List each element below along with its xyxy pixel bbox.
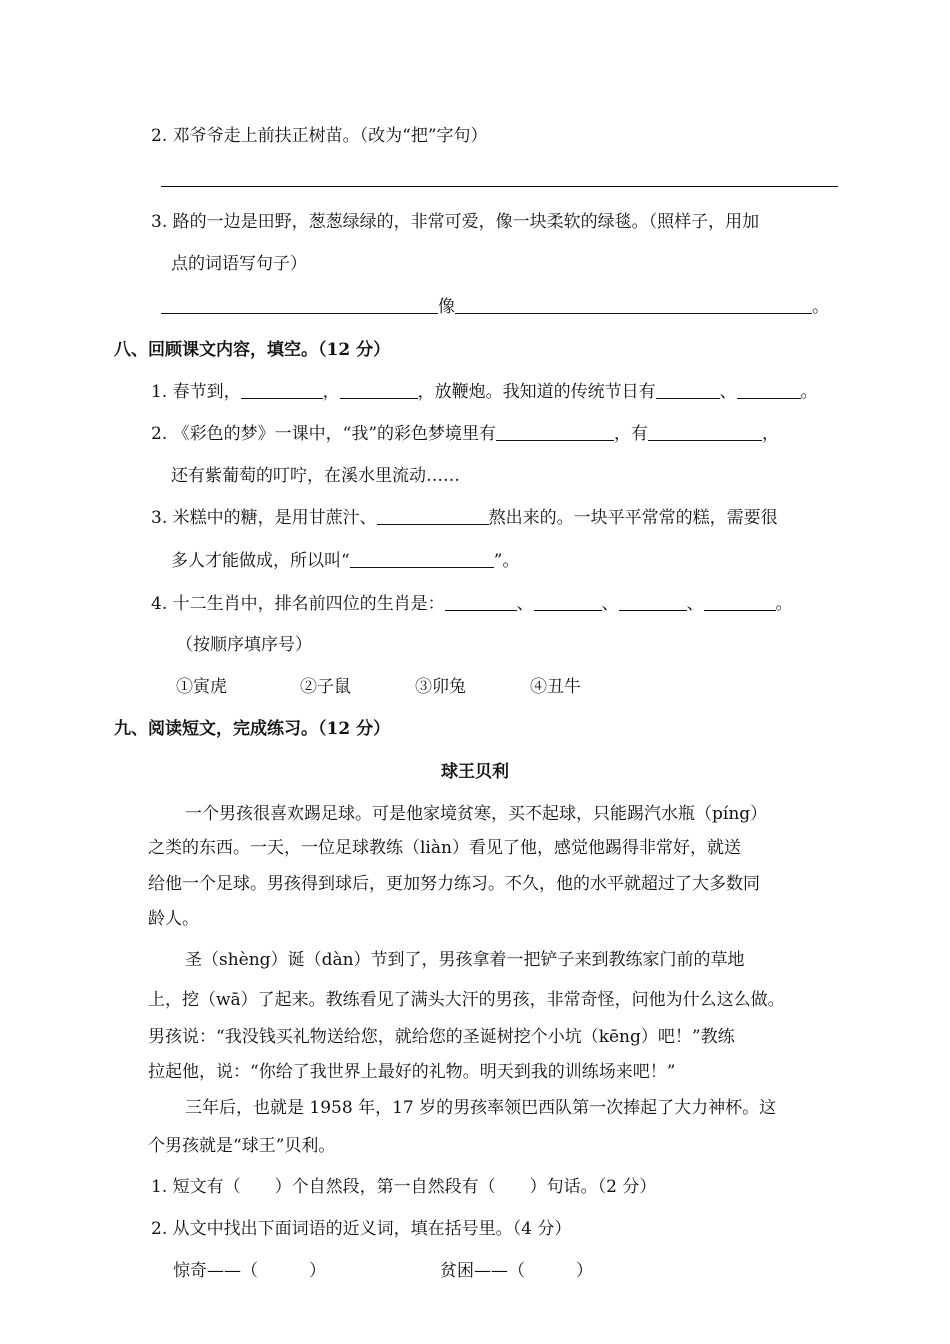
passage-line: 龄人。 (148, 909, 199, 929)
question-7-2: 2. 邓爷爷走上前扶正树苗。（改为“把”字句） (151, 126, 488, 146)
answer-blank[interactable] (350, 549, 494, 568)
option-item: ②子鼠 (300, 677, 351, 697)
xiang-word: 像 (438, 297, 455, 317)
question-8-2-cont: 还有紫葡萄的叮咛，在溪水里流动…… (171, 466, 460, 486)
passage-line: 三年后，也就是 1958 年，17 岁的男孩率领巴西队第一次捧起了大力神杯。这 (185, 1098, 777, 1118)
passage-line: 一个男孩很喜欢踢足球。可是他家境贫寒，买不起球，只能踢汽水瓶（píng） (185, 804, 768, 824)
answer-blank[interactable] (455, 295, 812, 314)
passage-line: 上，挖（wā）了起来。教练看见了满头大汗的男孩，非常奇怪，问他为什么这么做。 (148, 990, 785, 1010)
question-7-3-cont: 点的词语写句子） (171, 254, 307, 274)
question-8-4-cont: （按顺序填序号） (176, 635, 312, 655)
synonym-item[interactable]: 惊奇——（ ） (173, 1261, 326, 1281)
question-8-1: 1. 春节到， ， ，放鞭炮。我知道的传统节日有 、 。 (151, 382, 818, 402)
answer-blank[interactable] (496, 422, 614, 441)
passage-line: 男孩说：“我没钱买礼物送给您，就给您的圣诞树挖个小坑（kēng）吧！”教练 (148, 1027, 735, 1047)
passage-line: 拉起他，说：“你给了我世界上最好的礼物。明天到我的训练场来吧！” (148, 1062, 676, 1082)
answer-blank[interactable] (737, 380, 801, 399)
question-8-3-cont: 多人才能做成，所以叫“ ”。 (171, 551, 520, 571)
passage-line: 之类的东西。一天，一位足球教练（liàn）看见了他，感觉他踢得非常好，就送 (148, 838, 741, 858)
option-item: ④丑牛 (530, 677, 581, 697)
question-8-2: 2. 《彩色的梦》一课中，“我”的彩色梦境里有 ，有 ， (151, 424, 780, 444)
answer-blank[interactable] (656, 380, 720, 399)
section-8-heading: 八、回顾课文内容，填空。（12 分） (114, 340, 391, 360)
option-item: ③卯兔 (415, 677, 466, 697)
passage-line: 个男孩就是“球王”贝利。 (148, 1136, 336, 1156)
question-9-2: 2. 从文中找出下面词语的近义词，填在括号里。（4 分） (151, 1219, 572, 1239)
answer-blank[interactable] (704, 592, 776, 611)
question-9-1: 1. 短文有（ ）个自然段，第一自然段有（ ）句话。（2 分） (151, 1177, 657, 1197)
synonym-item[interactable]: 贫困——（ ） (440, 1261, 593, 1281)
section-9-heading: 九、阅读短文，完成练习。（12 分） (114, 719, 391, 739)
answer-blank[interactable] (534, 592, 602, 611)
answer-blank[interactable] (340, 380, 418, 399)
answer-blank[interactable] (648, 422, 762, 441)
passage-line: 圣（shèng）诞（dàn）节到了，男孩拿着一把铲子来到教练家门前的草地 (185, 950, 745, 970)
question-8-3: 3. 米糕中的糖，是用甘蔗汁、 熬出来的。一块平平常常的糕，需要很 (151, 508, 778, 528)
question-8-4: 4. 十二生肖中，排名前四位的生肖是： 、 、 、 。 (151, 594, 793, 614)
answer-blank[interactable] (241, 380, 323, 399)
passage-title: 球王贝利 (441, 762, 509, 782)
answer-line[interactable] (161, 186, 838, 187)
answer-blank[interactable] (377, 506, 489, 525)
passage-line: 给他一个足球。男孩得到球后，更加努力练习。不久，他的水平就超过了大多数同 (148, 874, 760, 894)
question-7-3: 3. 路的一边是田野，葱葱绿绿的，非常可爱，像一块柔软的绿毯。（照样子，用加 (151, 212, 760, 232)
option-item: ①寅虎 (176, 677, 227, 697)
answer-blank[interactable] (619, 592, 687, 611)
answer-blank[interactable] (445, 592, 517, 611)
answer-blank[interactable] (161, 295, 438, 314)
question-7-3-answer: 像 。 (161, 295, 829, 319)
